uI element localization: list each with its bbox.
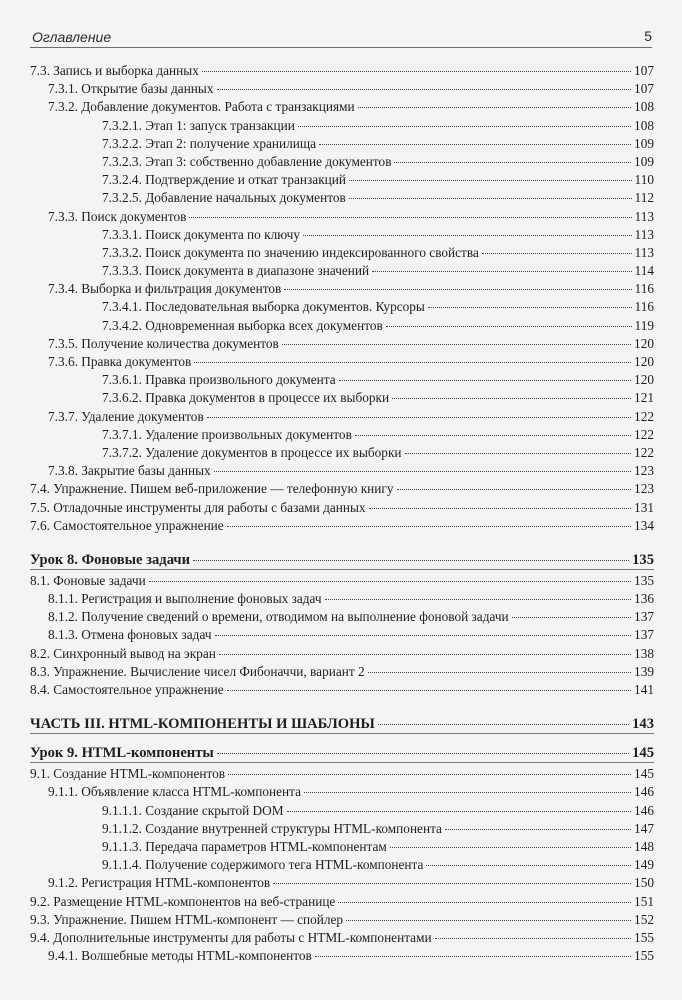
toc-entry-page: 108 bbox=[634, 99, 654, 115]
toc-entry-title: 9.1.2. Регистрация HTML-компонентов bbox=[48, 875, 271, 891]
toc-entry bbox=[30, 945, 654, 963]
dot-leader bbox=[358, 93, 631, 108]
toc-entry-page: 150 bbox=[634, 875, 654, 891]
toc-entry-page: 135 bbox=[634, 572, 654, 588]
toc-entry-title: 7.3.6.1. Правка произвольного документа bbox=[102, 372, 336, 388]
toc-entry-title: 7.3.2.2. Этап 2: получение хранилища bbox=[102, 135, 317, 151]
toc-entry-title: 7.3.3.2. Поиск документа по значению индексированного свойства bbox=[102, 244, 479, 260]
dot-leader bbox=[372, 257, 631, 272]
toc-entry-page: 108 bbox=[634, 117, 654, 133]
toc-entry-title: 9.4.1. Волшебные методы HTML-компонентов bbox=[48, 948, 312, 964]
toc-entry-page: 107 bbox=[634, 63, 654, 78]
toc-entry-title: 7.3.3.1. Поиск документа по ключу bbox=[102, 226, 301, 242]
toc-entry-page: 138 bbox=[634, 645, 654, 661]
toc-entry-title: 9.4. Дополнительные инструменты для работы с HTML-компонентами bbox=[30, 929, 432, 945]
toc-entry-title: 7.6. Самостоятельное упражнение bbox=[30, 517, 224, 533]
dot-leader bbox=[394, 148, 631, 163]
toc-entry-title: 8.4. Самостоятельное упражнение bbox=[30, 682, 224, 697]
toc-entry-page: 119 bbox=[634, 317, 654, 333]
toc-entry-page: 141 bbox=[634, 682, 654, 697]
dot-leader bbox=[405, 439, 632, 454]
dot-leader bbox=[219, 640, 631, 655]
dot-leader bbox=[217, 75, 632, 90]
dot-leader bbox=[435, 924, 631, 939]
toc-entry-page: 110 bbox=[634, 172, 654, 188]
table-of-contents bbox=[30, 60, 654, 963]
toc-entry-title: 8.1. Фоновые задачи bbox=[30, 572, 146, 588]
dot-leader bbox=[284, 275, 631, 290]
toc-entry-title: 7.3.1. Открытие базы данных bbox=[48, 81, 214, 97]
toc-entry-page: 146 bbox=[634, 784, 654, 800]
dot-leader bbox=[349, 166, 632, 181]
toc-entry-page: 131 bbox=[634, 499, 654, 515]
dot-leader bbox=[215, 621, 632, 636]
toc-lesson-heading bbox=[30, 740, 654, 762]
toc-entry-page: 107 bbox=[634, 81, 654, 97]
dot-leader bbox=[207, 403, 631, 418]
dot-leader bbox=[282, 330, 631, 345]
toc-entry-page: 137 bbox=[634, 627, 654, 643]
dot-leader bbox=[304, 778, 631, 793]
dot-leader bbox=[445, 815, 631, 830]
toc-entry-page: 139 bbox=[634, 663, 654, 679]
dot-leader bbox=[428, 293, 632, 308]
toc-entry-title: 7.3.2.1. Этап 1: запуск транзакции bbox=[102, 117, 295, 133]
toc-entry-page: 122 bbox=[634, 408, 654, 424]
toc-entry-title: 9.1.1.1. Создание скрытой DOM bbox=[102, 802, 284, 818]
toc-lesson-heading bbox=[30, 547, 654, 569]
toc-entry-page: 113 bbox=[634, 244, 654, 260]
dot-leader bbox=[315, 942, 631, 957]
toc-entry-page: 146 bbox=[634, 802, 654, 818]
toc-entry-title: 9.2. Размещение HTML-компонентов на веб-странице bbox=[30, 893, 336, 909]
toc-entry-page: 113 bbox=[634, 208, 654, 224]
toc-entry-page: 151 bbox=[634, 893, 654, 909]
toc-entry-title: 7.3.5. Получение количества документов bbox=[48, 335, 279, 351]
toc-entry-title: 7.3.6. Правка документов bbox=[48, 354, 192, 369]
dot-leader bbox=[202, 57, 631, 72]
page-number: 5 bbox=[644, 28, 652, 44]
dot-leader bbox=[189, 203, 631, 218]
toc-entry-title: 7.5. Отладочные инструменты для работы с базами данных bbox=[30, 499, 366, 515]
toc-entry-page: 147 bbox=[634, 820, 654, 836]
dot-leader bbox=[319, 130, 631, 145]
toc-entry-page: 122 bbox=[634, 426, 654, 442]
dot-leader bbox=[325, 585, 631, 600]
toc-entry-title: 7.3.4. Выборка и фильтрация документов bbox=[48, 281, 282, 297]
toc-entry-page: 116 bbox=[634, 299, 654, 315]
toc-entry-page: 145 bbox=[634, 766, 654, 782]
toc-entry-title: 7.3.3. Поиск документов bbox=[48, 208, 187, 224]
toc-entry-title: 7.3.2. Добавление документов. Работа с транзакциями bbox=[48, 99, 355, 115]
toc-entry-title: 9.1. Создание HTML-компонентов bbox=[30, 766, 226, 782]
toc-entry-title: 7.3.2.5. Добавление начальных документов bbox=[102, 190, 346, 206]
toc-entry-page: 155 bbox=[634, 929, 654, 945]
toc-entry-title: 7.3.2.3. Этап 3: собственно добавление документов bbox=[102, 153, 392, 169]
toc-entry-title: 8.3. Упражнение. Вычисление чисел Фибоначчи, вариант 2 bbox=[30, 663, 365, 679]
toc-entry-title: 9.1.1.4. Получение содержимого тега HTML-компонента bbox=[102, 857, 424, 873]
dot-leader bbox=[287, 797, 631, 812]
toc-entry-page: 120 bbox=[634, 372, 654, 388]
dot-leader bbox=[426, 851, 631, 866]
toc-entry-page: 121 bbox=[634, 390, 654, 406]
toc-entry-page: 145 bbox=[632, 745, 654, 762]
running-head-title: Оглавление bbox=[32, 29, 112, 45]
dot-leader bbox=[369, 494, 631, 509]
dot-leader bbox=[298, 112, 631, 127]
dot-leader bbox=[338, 888, 631, 903]
toc-entry bbox=[30, 515, 654, 533]
dot-leader bbox=[227, 512, 631, 527]
toc-entry-title: Урок 8. Фоновые задачи bbox=[30, 551, 191, 568]
toc-entry-page: 135 bbox=[632, 551, 654, 568]
toc-entry-title: 9.1.1.3. Передача параметров HTML-компонентам bbox=[102, 838, 387, 854]
dot-leader bbox=[355, 421, 631, 436]
toc-entry-page: 122 bbox=[634, 444, 654, 460]
toc-entry-page: 116 bbox=[634, 281, 654, 297]
dot-leader bbox=[193, 544, 629, 561]
dot-leader bbox=[194, 348, 631, 363]
toc-entry-page: 134 bbox=[634, 517, 654, 533]
header-rule bbox=[30, 47, 652, 48]
toc-entry-title: 7.3.4.1. Последовательная выборка документов. Курсоры bbox=[102, 299, 425, 315]
toc-entry-title: 7.3.4.2. Одновременная выборка всех документов bbox=[102, 317, 383, 333]
toc-entry-title: 8.1.1. Регистрация и выполнение фоновых задач bbox=[48, 591, 322, 607]
toc-entry-title: 7.3.7.2. Удаление документов в процессе их выборки bbox=[102, 444, 402, 460]
toc-entry-page: 123 bbox=[634, 463, 654, 479]
toc-entry-title: 8.1.3. Отмена фоновых задач bbox=[48, 627, 212, 643]
dot-leader bbox=[346, 906, 631, 921]
dot-leader bbox=[512, 603, 631, 618]
dot-leader bbox=[397, 475, 632, 490]
toc-entry-title: 9.3. Упражнение. Пишем HTML-компонент — спойлер bbox=[30, 911, 344, 927]
toc-part-heading bbox=[30, 711, 654, 733]
toc-entry-page: 120 bbox=[634, 335, 654, 351]
dot-leader bbox=[378, 708, 629, 725]
toc-entry-title: 7.4. Упражнение. Пишем веб-приложение — телефонную книгу bbox=[30, 481, 394, 497]
dot-leader bbox=[217, 737, 629, 754]
toc-entry-title: 7.3.6.2. Правка документов в процессе их выборки bbox=[102, 390, 390, 406]
dot-leader bbox=[303, 221, 632, 236]
toc-entry-page: 109 bbox=[634, 153, 654, 169]
dot-leader bbox=[392, 384, 631, 399]
toc-entry-page: 113 bbox=[634, 226, 654, 242]
toc-entry-page: 155 bbox=[634, 948, 654, 964]
running-head bbox=[30, 26, 652, 46]
toc-entry-title: 8.1.2. Получение сведений о времени, отводимом на выполнение фоновой задачи bbox=[48, 609, 509, 625]
toc-entry-title: ЧАСТЬ III. HTML-КОМПОНЕНТЫ И ШАБЛОНЫ bbox=[30, 716, 375, 733]
toc-entry-title: 7.3.7. Удаление документов bbox=[48, 408, 204, 424]
dot-leader bbox=[273, 869, 631, 884]
dot-leader bbox=[149, 567, 631, 582]
dot-leader bbox=[214, 457, 631, 472]
toc-entry-page: 123 bbox=[634, 481, 654, 497]
toc-entry-page: 152 bbox=[634, 911, 654, 927]
dot-leader bbox=[227, 676, 631, 691]
toc-entry-title: 7.3.8. Закрытие базы данных bbox=[48, 463, 211, 479]
toc-entry bbox=[30, 679, 654, 697]
toc-entry-title: 7.3.2.4. Подтверждение и откат транзакций bbox=[102, 172, 346, 188]
toc-entry-page: 148 bbox=[634, 838, 654, 854]
toc-entry-page: 136 bbox=[634, 591, 654, 607]
toc-entry-title: 7.3.3.3. Поиск документа в диапазоне значений bbox=[102, 263, 370, 279]
toc-entry-page: 109 bbox=[634, 135, 654, 151]
toc-entry-page: 143 bbox=[632, 716, 654, 733]
dot-leader bbox=[368, 658, 631, 673]
toc-entry-title: 9.1.1. Объявление класса HTML-компонента bbox=[48, 784, 302, 800]
dot-leader bbox=[390, 833, 631, 848]
toc-entry-title: 8.2. Синхронный вывод на экран bbox=[30, 645, 216, 661]
toc-entry-title: Урок 9. HTML-компоненты bbox=[30, 745, 214, 762]
toc-entry-title: 7.3. Запись и выборка данных bbox=[30, 63, 199, 78]
dot-leader bbox=[349, 184, 632, 199]
dot-leader bbox=[482, 239, 632, 254]
dot-leader bbox=[386, 312, 632, 327]
dot-leader bbox=[228, 760, 631, 775]
toc-entry-title: 9.1.1.2. Создание внутренней структуры HTML-компонента bbox=[102, 820, 442, 836]
toc-entry-page: 114 bbox=[634, 263, 654, 279]
toc-entry-page: 112 bbox=[634, 190, 654, 206]
toc-entry-page: 137 bbox=[634, 609, 654, 625]
toc-entry-page: 120 bbox=[634, 354, 654, 369]
dot-leader bbox=[339, 366, 631, 381]
toc-entry-page: 149 bbox=[634, 857, 654, 873]
toc-entry-title: 7.3.7.1. Удаление произвольных документов bbox=[102, 426, 352, 442]
